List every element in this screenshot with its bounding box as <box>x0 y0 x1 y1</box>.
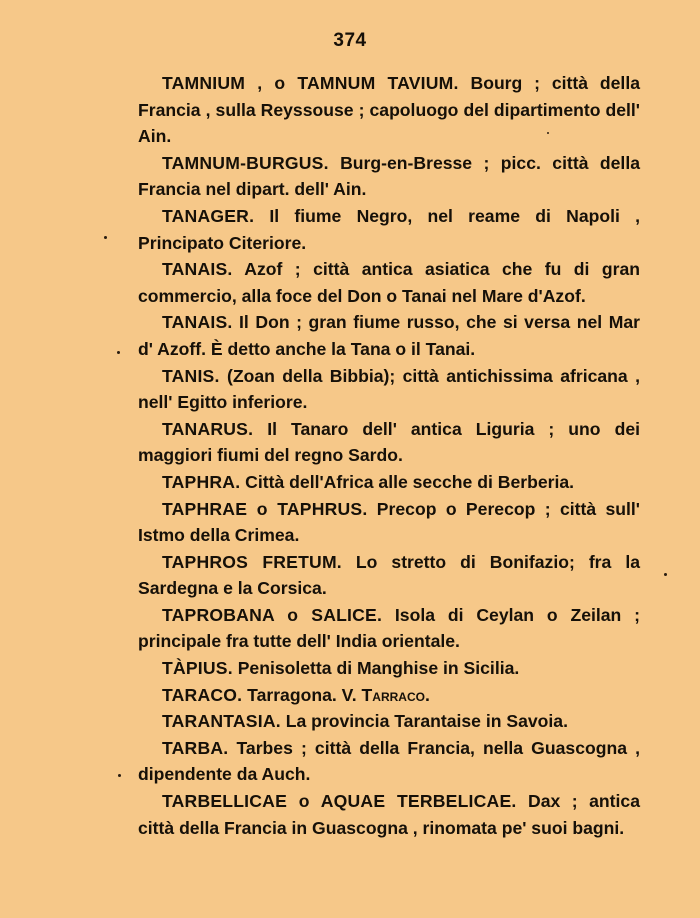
entry <box>138 70 640 150</box>
paper-speck <box>547 132 549 134</box>
cross-reference: Tarraco <box>361 684 425 705</box>
entry-headword: TAPHRAE o TAPHRUS. <box>162 498 368 519</box>
entry-text: Il Don ; gran fiume russo, che si versa nel Mar d' Azoff. È detto anche la Tana o il Tanai. <box>138 312 640 359</box>
entry-text: Città dell'Africa alle secche di Berberia. <box>240 471 575 492</box>
entry-headword: TANAIS. <box>162 312 233 333</box>
entry-text: Precop o Perecop ; città sull' Istmo della Crimea. <box>138 498 640 546</box>
paper-speck <box>118 774 121 777</box>
entry <box>138 150 640 203</box>
entry-text: Burg-en-Bresse ; picc. città della Francia nel dipart. dell' Ain. <box>138 152 640 200</box>
entry <box>138 416 640 469</box>
entry <box>138 735 640 788</box>
entry-headword: TARBELLICAE o AQUAE TERBELICAE. <box>162 791 517 812</box>
entry-text: Isola di Ceylan o Zeilan ; principale fra tutte dell' India orientale. <box>138 604 640 652</box>
entry <box>138 655 640 682</box>
entry-text: Azof ; città antica asiatica che fu di gran commercio, alla foce del Don o Tanai nel Mare d'Azof. <box>138 259 640 306</box>
entry-text: Penisoletta di Manghise in Sicilia. <box>232 658 520 679</box>
entry-headword: TAPHRA. <box>162 471 241 492</box>
entry <box>138 682 640 709</box>
entry <box>138 469 640 496</box>
entry-headword: TAPROBANA o SALICE. <box>162 604 383 625</box>
entry-headword: TANIS. <box>162 365 220 386</box>
entry-headword: TANAIS. <box>162 259 233 280</box>
entry-headword: TAMNUM-BURGUS. <box>162 152 329 173</box>
entry-headword: TARBA. <box>162 737 229 758</box>
entry-headword: TARANTASIA. <box>162 711 281 732</box>
entry-text-end: . <box>424 684 430 705</box>
dictionary-entries <box>138 70 640 841</box>
entry <box>138 256 640 309</box>
entry <box>138 549 640 602</box>
entry <box>138 203 640 256</box>
entry <box>138 309 640 362</box>
entry-headword: TAMNIUM , o TAMNUM TAVIUM. <box>162 73 459 93</box>
entry <box>138 602 640 655</box>
entry-text: Dax ; antica città della Francia in Guascogna , rinomata pe' suoi bagni. <box>138 791 640 838</box>
page-number: 374 <box>333 30 367 51</box>
entry-headword: TARACO. <box>162 684 243 705</box>
entry <box>138 708 640 735</box>
entry-text: Il Tanaro dell' antica Liguria ; uno dei maggiori fiumi del regno Sardo. <box>138 418 640 466</box>
entry-text: La provincia Tarantaise in Savoia. <box>280 711 568 732</box>
entry-headword: TÀPIUS. <box>162 658 233 679</box>
entry <box>138 363 640 416</box>
entry-headword: TAPHROS FRETUM. <box>162 551 342 572</box>
entry-headword: TANAGER. <box>162 205 255 226</box>
entry-headword: TANARUS. <box>162 418 254 439</box>
paper-speck <box>117 351 120 354</box>
entry-text: Lo stretto di Bonifazio; fra la Sardegna e la Corsica. <box>138 551 640 599</box>
entry-text: Il fiume Negro, nel reame di Napoli , Principato Citeriore. <box>138 205 640 253</box>
entry-text: Bourg ; città della Francia , sulla Reyssouse ; capoluogo del dipartimento dell' Ain. <box>138 73 640 147</box>
entry <box>138 788 640 841</box>
entry-text: Tarbes ; città della Francia, nella Guascogna , dipendente da Auch. <box>138 737 640 785</box>
paper-speck <box>104 236 107 239</box>
entry-text: Tarragona. V. <box>242 684 362 705</box>
entry <box>138 496 640 549</box>
paper-speck <box>664 573 667 576</box>
entry-text: (Zoan della Bibbia); città antichissima africana , nell' Egitto inferiore. <box>138 365 640 413</box>
